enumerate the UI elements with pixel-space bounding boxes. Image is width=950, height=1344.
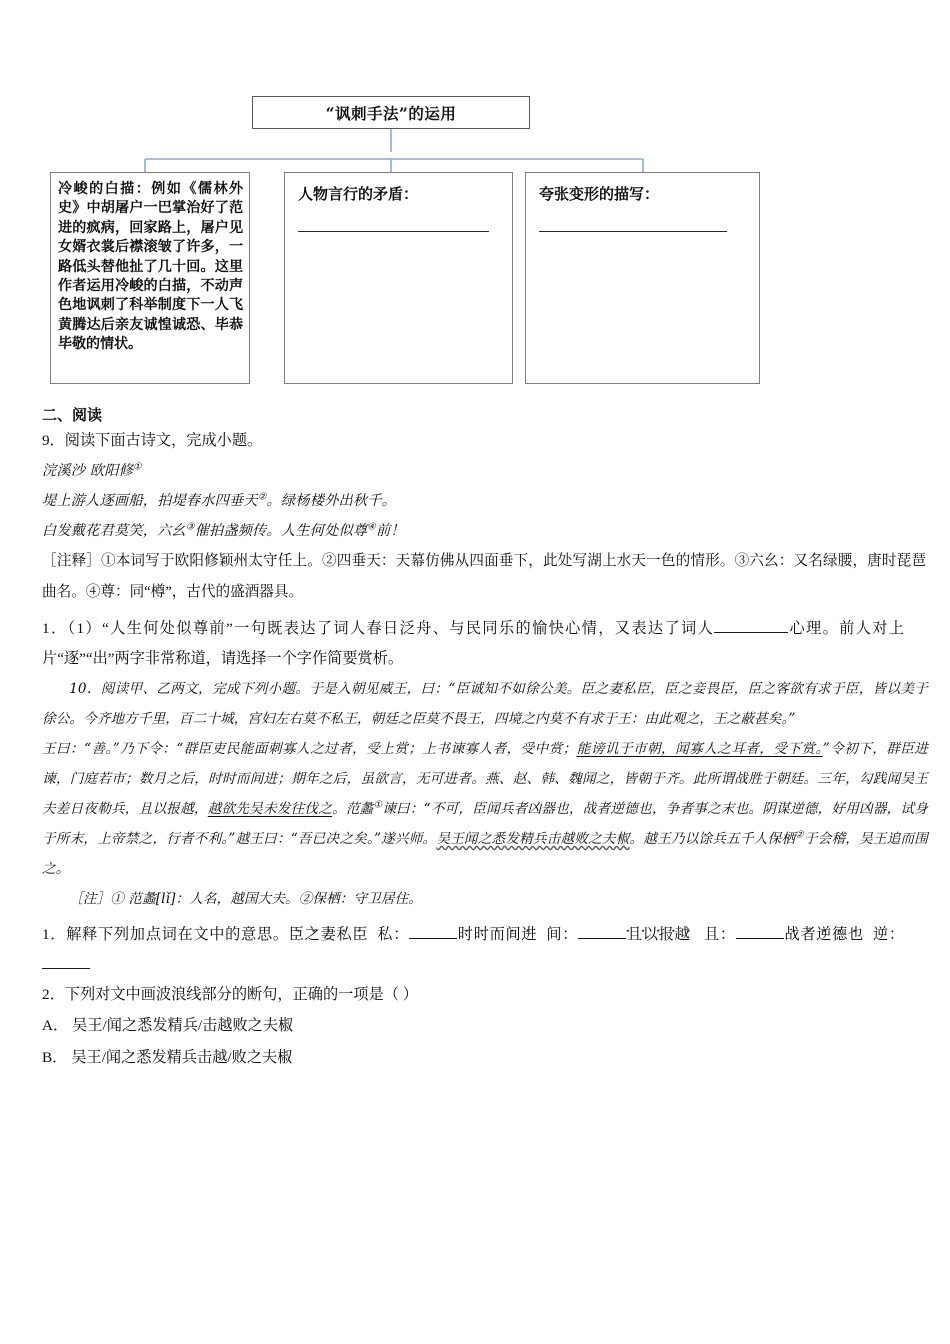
diagram-box-exaggerated-description-heading: 夸张变形的描写：	[539, 185, 660, 203]
passage-notes	[42, 884, 928, 914]
diagram-box-cold-baimiao-text: 冷峻的白描：例如《儒林外史》中胡屠户一巴掌治好了范进的疯病，回家路上，屠户见女婿衣裳后襟滚皱了许多，一路低头替他扯了几十回。这里作者运用冷峻的白描，不动声色地讽刺了科举制度下一人飞黄腾达后亲友诚惶诚恐、毕恭毕敬的情状。	[58, 181, 243, 353]
reading-section	[0, 404, 950, 1074]
vocab-key-3: 且：	[703, 926, 736, 943]
option-a[interactable]	[42, 1010, 904, 1042]
passage-part-b: ”令初下，群臣进谏，门庭若市；数月之后，时时而间进；期年之后，虽欲言，无可进者。燕、赵、韩、魏闻之，皆朝于齐。此所谓战胜于朝廷。三年，勾践闻吴王夫差日夜勒兵，且以报越，	[42, 741, 929, 817]
poem-line-2-note-ref-2: ④	[367, 521, 376, 533]
vocab-blank-3[interactable]	[736, 938, 784, 939]
poem-title	[42, 456, 904, 486]
poem-notes-text: ①本词写于欧阳修颖州太守任上。②四垂天：天幕仿佛从四面垂下，此处写湖上水天一色的情形。③六幺：又名绿腰，唐时琵琶曲名。④尊：同“樽”，古代的盛酒器具。	[42, 553, 926, 600]
passage-wavy-underlined-phrase: 吴王闻之悉发精兵击越败之夫椒	[436, 831, 630, 847]
passage-note-ref-2: ②	[795, 829, 804, 841]
answer-blank-line[interactable]	[539, 231, 727, 232]
poem-line-1	[42, 486, 904, 516]
poem-line-2-note-ref-1: ③	[185, 521, 195, 533]
vocab-term-2: 时时而间进	[457, 926, 538, 943]
section-heading-reading: 二、阅读	[42, 406, 103, 424]
passage-underlined-phrase-1: 能谤讥于市朝，闻寡人之耳者，受下赏。	[576, 741, 823, 757]
vocab-key-4: 逆：	[872, 926, 905, 943]
question-9-prompt: 9．阅读下面古诗文，完成小题。	[42, 432, 263, 449]
question-1-poem-prefix: 1．（1）“人生何处似尊前”一句既表达了词人春日泛舟、与民同乐的愉快心情，又表达了词人	[42, 620, 715, 637]
diagram-title-box	[252, 96, 530, 129]
passage-notes-text: ① 范蠡[lǐ]：人名，越国大夫。②保栖：守卫居住。	[110, 891, 422, 907]
diagram-box-character-contradiction	[284, 172, 513, 384]
vocab-blank-2[interactable]	[578, 938, 626, 939]
question-10-block	[42, 674, 928, 734]
vocab-blank-4[interactable]	[42, 968, 90, 969]
option-b[interactable]	[42, 1042, 904, 1074]
poem-line-1-part-a: 堤上游人逐画船，拍堤春水四垂天	[42, 493, 258, 509]
option-b-label: B．	[42, 1049, 68, 1066]
poem-line-2-part-b: 催拍盏频传。人生何处似尊	[194, 523, 368, 539]
option-a-label: A．	[42, 1017, 69, 1034]
answer-blank-line[interactable]	[298, 231, 489, 232]
question-1-poem-suffix: 心理。前人对上片“逐”“出”两字非常称道，请选择一个字作简要赏析。	[42, 620, 904, 667]
question-2-prompt: 2．下列对文中画波浪线部分的断句，正确的一项是（ ）	[42, 986, 418, 1003]
poem-line-1-part-b: 。绿杨楼外出秋千。	[266, 493, 397, 509]
vocab-key-2: 间：	[546, 926, 579, 943]
poem-title-note-ref: ①	[133, 461, 142, 473]
diagram-box-character-contradiction-heading: 人物言行的矛盾：	[298, 185, 419, 203]
passage-part-e: 。越王乃以馀兵五千人保栖	[629, 831, 796, 847]
poem-line-2-part-a: 白发戴花君莫笑，六幺	[42, 523, 186, 539]
passage-part-a: 王曰：“善。”乃下令：“群臣吏民能面刺寡人之过者，受上赏；上书谏寡人者，受中赏；	[42, 741, 577, 757]
diagram-title-text: “讽刺手法”的运用	[325, 103, 457, 123]
passage-part-d: 谏曰：“不可，臣闻兵者凶器也，战者逆德也，争者事之末也。阴谋逆德，好用凶器，试身于所末，上帝禁之，行者不利。”越王曰：“吾已决之矣。”遂兴师。	[42, 801, 928, 847]
passage-underlined-phrase-2: 越欲先吴未发往伐之	[207, 801, 333, 817]
poem-notes-label: ［注释］	[42, 553, 101, 569]
poem-line-2-part-c: 前！	[375, 523, 405, 539]
diagram-box-cold-baimiao	[50, 172, 250, 384]
passage-yi-text	[42, 734, 928, 884]
poem-notes	[42, 546, 926, 608]
passage-part-c: 。范蠡	[332, 801, 374, 817]
passage-notes-label: ［注］	[69, 891, 111, 907]
poem-title-text: 浣溪沙 欧阳修	[42, 463, 134, 479]
vocab-term-1: 臣之妻私臣	[288, 926, 369, 943]
poem-line-2	[42, 516, 904, 546]
option-a-text: 吴王/闻之悉发精兵/击越败之夫椒	[72, 1017, 294, 1034]
option-b-text: 吴王/闻之悉发精兵击越/败之夫椒	[71, 1049, 293, 1066]
vocab-key-1: 私：	[377, 926, 410, 943]
question-1-answer-blank[interactable]	[714, 632, 788, 633]
vocab-term-4: 战者逆德也	[783, 926, 864, 943]
poem-line-1-note-ref: ②	[257, 491, 267, 503]
question-1-poem	[42, 614, 904, 674]
question-1-vocabulary	[42, 920, 904, 980]
vocab-term-3: 且以报越	[626, 926, 691, 943]
satire-technique-diagram	[0, 96, 950, 386]
passage-part-f: 于会稽，吴王追而围之。	[42, 831, 928, 877]
passage-jia-text: 于是入朝见威王，曰：“臣诚知不如徐公美。臣之妻私臣，臣之妾畏臣，臣之客欲有求于臣，皆以美于徐公。今齐地方千里，百二十城，宫妇左右莫不私王，朝廷之臣莫不畏王，四境之内莫不有求于王：由此观之，王之蔽甚矣。”	[42, 681, 928, 727]
question-10-prompt: 10．阅读甲、乙两文，完成下列小题。	[69, 681, 310, 697]
diagram-box-exaggerated-description	[525, 172, 760, 384]
vocab-blank-1[interactable]	[409, 938, 457, 939]
passage-note-ref-1: ①	[373, 799, 383, 811]
question-1-vocabulary-lead: 1．解释下列加点词在文中的意思。	[42, 926, 289, 943]
